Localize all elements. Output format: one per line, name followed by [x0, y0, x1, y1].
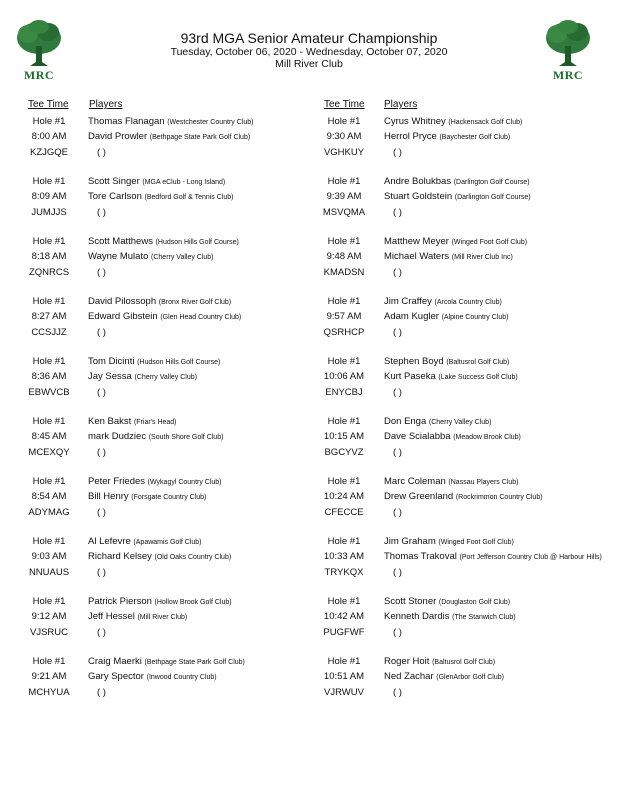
player-row — [384, 191, 531, 204]
group-code: MCHYUA — [28, 687, 70, 698]
tee-time: 9:48 AM — [326, 251, 362, 262]
player-row — [384, 176, 530, 189]
empty-slot: ( ) — [393, 627, 402, 638]
player-row — [88, 416, 177, 429]
player-name: Patrick Pierson — [88, 596, 152, 607]
player-name: Ned Zachar — [384, 671, 434, 682]
tee-time-header-left: Tee Time — [28, 99, 69, 110]
player-name: Don Enga — [384, 416, 427, 427]
hole-label: Hole #1 — [327, 356, 361, 367]
player-name: Matthew Meyer — [384, 236, 449, 247]
empty-slot: ( ) — [393, 147, 402, 158]
player-name: Scott Stoner — [384, 596, 437, 607]
hole-label: Hole #1 — [327, 656, 361, 667]
player-name: Kenneth Dardis — [384, 611, 450, 622]
pairing-group — [0, 416, 309, 466]
pairing-group — [309, 176, 618, 226]
player-name: Scott Singer — [88, 176, 140, 187]
hole-label: Hole #1 — [327, 236, 361, 247]
hole-label: Hole #1 — [327, 416, 361, 427]
pairing-group — [0, 236, 309, 286]
player-row — [384, 671, 504, 684]
empty-slot: ( ) — [393, 507, 402, 518]
player-name: Stephen Boyd — [384, 356, 444, 367]
group-code: ENYCBJ — [325, 387, 363, 398]
empty-slot: ( ) — [97, 387, 106, 398]
player-name: Peter Friedes — [88, 476, 146, 487]
player-row — [384, 251, 513, 264]
group-code: CFECCE — [324, 507, 364, 518]
logo-text: MRC — [552, 68, 584, 82]
pairing-group — [309, 596, 618, 646]
player-row — [384, 611, 516, 624]
player-row — [88, 131, 250, 144]
player-row — [384, 431, 521, 444]
empty-slot: ( ) — [97, 327, 106, 338]
player-club: (Westchester Country Club) — [167, 119, 254, 126]
player-row — [384, 371, 518, 384]
hole-label: Hole #1 — [327, 476, 361, 487]
player-row — [384, 236, 527, 249]
pairing-group — [309, 236, 618, 286]
player-club: (Bronx River Golf Club) — [158, 299, 232, 306]
player-row — [384, 296, 502, 309]
group-code: CCSJJZ — [31, 327, 67, 338]
player-row — [88, 551, 231, 564]
player-name: Scott Matthews — [88, 236, 153, 247]
player-name: Craig Maerki — [88, 656, 142, 667]
player-name: Roger Hoit — [384, 656, 430, 667]
player-row — [88, 656, 245, 669]
players-header-right: Players — [384, 99, 418, 110]
hole-label: Hole #1 — [32, 356, 66, 367]
tee-time: 8:18 AM — [31, 251, 67, 262]
player-club: (Cherry Valley Club) — [151, 254, 214, 261]
player-row — [384, 356, 509, 369]
player-name: Richard Kelsey — [88, 551, 152, 562]
tee-time: 8:54 AM — [31, 491, 67, 502]
player-club: (Hudson Hills Golf Course) — [155, 239, 239, 246]
pairing-group — [309, 356, 618, 406]
player-name: David Pilossoph — [88, 296, 157, 307]
group-code: QSRHCP — [323, 327, 365, 338]
player-name: Tore Carlson — [88, 191, 142, 202]
group-code: NNUAUS — [28, 567, 70, 578]
player-row — [88, 236, 239, 249]
player-row — [384, 311, 508, 324]
group-code: ZQNRCS — [28, 267, 70, 278]
player-row — [384, 476, 518, 489]
tee-time: 9:57 AM — [326, 311, 362, 322]
tee-time: 8:36 AM — [31, 371, 67, 382]
player-row — [88, 176, 225, 189]
event-venue: Mill River Club — [275, 58, 343, 70]
pairing-group — [0, 356, 309, 406]
tee-time: 10:24 AM — [323, 491, 365, 502]
empty-slot: ( ) — [97, 507, 106, 518]
empty-slot: ( ) — [97, 207, 106, 218]
player-name: Tom Dicinti — [88, 356, 135, 367]
group-code: VJSRUC — [29, 627, 68, 638]
player-club: (Darlington Golf Course) — [453, 179, 530, 186]
player-name: mark Dudziec — [88, 431, 147, 442]
pairing-group — [0, 176, 309, 226]
empty-slot: ( ) — [97, 687, 106, 698]
tee-time: 8:00 AM — [31, 131, 67, 142]
hole-label: Hole #1 — [327, 296, 361, 307]
hole-label: Hole #1 — [327, 596, 361, 607]
tee-time: 10:06 AM — [323, 371, 365, 382]
hole-label: Hole #1 — [327, 176, 361, 187]
player-name: Jim Craffey — [384, 296, 432, 307]
player-name: Cyrus Whitney — [384, 116, 446, 127]
page-title: 93rd MGA Senior Amateur Championship — [180, 30, 438, 46]
pairing-group — [309, 536, 618, 586]
player-name: Marc Coleman — [384, 476, 446, 487]
player-club: (Nassau Players Club) — [448, 479, 519, 486]
player-club: (Port Jefferson Country Club @ Harbour Hills) — [459, 554, 602, 561]
tee-time: 8:27 AM — [31, 311, 67, 322]
player-name: Andre Bolukbas — [384, 176, 452, 187]
player-club: (Bethpage State Park Golf Club) — [149, 134, 251, 141]
player-name: Drew Greenland — [384, 491, 454, 502]
empty-slot: ( ) — [97, 447, 106, 458]
player-name: Thomas Trakoval — [384, 551, 457, 562]
event-dates: Tuesday, October 06, 2020 - Wednesday, October 07, 2020 — [170, 46, 448, 58]
player-club: (Meadow Brook Club) — [453, 434, 521, 441]
hole-label: Hole #1 — [32, 476, 66, 487]
tee-time: 9:21 AM — [31, 671, 67, 682]
player-club: (Winged Foot Golf Club) — [438, 539, 514, 546]
tee-time: 8:09 AM — [31, 191, 67, 202]
pairing-group — [0, 656, 309, 706]
empty-slot: ( ) — [393, 387, 402, 398]
player-name: Thomas Flanagan — [88, 116, 165, 127]
player-club: (Glen Head Country Club) — [160, 314, 242, 321]
player-row — [88, 116, 253, 129]
group-code: EBWVCB — [28, 387, 70, 398]
empty-slot: ( ) — [97, 267, 106, 278]
player-club: (Hudson Hills Golf Course) — [137, 359, 221, 366]
player-club: (The Stanwich Club) — [452, 614, 516, 621]
hole-label: Hole #1 — [327, 116, 361, 127]
pairing-group — [0, 116, 309, 166]
tee-time: 9:39 AM — [326, 191, 362, 202]
player-row — [384, 536, 514, 549]
player-row — [384, 491, 543, 504]
empty-slot: ( ) — [393, 567, 402, 578]
group-code: KZJGQE — [29, 147, 68, 158]
group-code: VJRWUV — [324, 687, 364, 698]
player-name: Al Lefevre — [88, 536, 131, 547]
player-name: Michael Waters — [384, 251, 450, 262]
pairing-group — [309, 296, 618, 346]
player-name: David Prowler — [88, 131, 148, 142]
group-code: TRYKQX — [324, 567, 364, 578]
empty-slot: ( ) — [97, 627, 106, 638]
group-code: MCEXQY — [28, 447, 70, 458]
pairing-group — [309, 476, 618, 526]
pairing-group — [0, 536, 309, 586]
hole-label: Hole #1 — [327, 536, 361, 547]
player-club: (Cherry Valley Club) — [428, 419, 492, 426]
player-club: (Hackensack Golf Club) — [448, 119, 523, 126]
tee-time: 10:33 AM — [323, 551, 365, 562]
player-row — [88, 296, 231, 309]
player-club: (Baltusrol Golf Club) — [446, 359, 510, 366]
player-row — [88, 356, 220, 369]
player-name: Dave Scialabba — [384, 431, 451, 442]
player-name: Edward Gibstein — [88, 311, 158, 322]
player-club: (Hollow Brook Golf Club) — [154, 599, 232, 606]
group-code: BGCYVZ — [324, 447, 364, 458]
empty-slot: ( ) — [393, 687, 402, 698]
tee-time: 8:45 AM — [31, 431, 67, 442]
player-row — [384, 116, 522, 129]
tee-time-header-right: Tee Time — [324, 99, 365, 110]
hole-label: Hole #1 — [32, 536, 66, 547]
tee-time: 9:12 AM — [31, 611, 67, 622]
player-row — [384, 656, 495, 669]
hole-label: Hole #1 — [32, 596, 66, 607]
hole-label: Hole #1 — [32, 296, 66, 307]
player-club: (Alpine Country Club) — [441, 314, 509, 321]
hole-label: Hole #1 — [32, 116, 66, 127]
player-row — [384, 416, 491, 429]
player-club: (Mill River Club) — [137, 614, 188, 621]
player-name: Gary Spector — [88, 671, 144, 682]
tee-time: 9:03 AM — [31, 551, 67, 562]
player-club: (Winged Foot Golf Club) — [451, 239, 528, 246]
player-row — [88, 476, 222, 489]
player-club: (Friar's Head) — [133, 419, 177, 426]
empty-slot: ( ) — [393, 447, 402, 458]
player-club: (Baychester Golf Club) — [439, 134, 511, 141]
player-club: (Arcola Country Club) — [434, 299, 502, 306]
players-header-left: Players — [89, 99, 123, 110]
tee-time: 10:51 AM — [323, 671, 365, 682]
player-club: (Inwood Country Club) — [146, 674, 217, 681]
player-club: (Lake Success Golf Club) — [438, 374, 518, 381]
player-row — [88, 191, 233, 204]
player-row — [384, 131, 510, 144]
player-name: Jim Graham — [384, 536, 436, 547]
pairing-group — [309, 416, 618, 466]
player-row — [88, 371, 197, 384]
player-name: Jeff Hessel — [88, 611, 135, 622]
group-code: KMADSN — [323, 267, 365, 278]
player-club: (Mill River Club Inc) — [451, 254, 513, 261]
group-code: PUGFWF — [323, 627, 365, 638]
empty-slot: ( ) — [393, 267, 402, 278]
player-row — [88, 251, 214, 264]
player-club: (Apawamis Golf Club) — [133, 539, 202, 546]
player-row — [88, 596, 232, 609]
empty-slot: ( ) — [97, 147, 106, 158]
player-row — [384, 596, 510, 609]
logo-text: MRC — [23, 68, 55, 82]
group-code: ADYMAG — [28, 507, 70, 518]
pairing-group — [309, 656, 618, 706]
tee-time: 10:42 AM — [323, 611, 365, 622]
empty-slot: ( ) — [393, 327, 402, 338]
player-row — [88, 536, 202, 549]
player-name: Bill Henry — [88, 491, 129, 502]
player-club: (Wykagyl Country Club) — [147, 479, 222, 486]
player-row — [384, 551, 602, 564]
pairing-group — [309, 116, 618, 166]
hole-label: Hole #1 — [32, 416, 66, 427]
player-row — [88, 611, 187, 624]
player-club: (Bedford Golf & Tennis Club) — [144, 194, 234, 201]
player-name: Wayne Mulato — [88, 251, 149, 262]
tee-time: 10:15 AM — [323, 431, 365, 442]
pairing-group — [0, 296, 309, 346]
player-club: (Rockrimmon Country Club) — [455, 494, 543, 501]
player-name: Stuart Goldstein — [384, 191, 453, 202]
player-row — [88, 671, 217, 684]
player-row — [88, 491, 206, 504]
player-club: (South Shore Golf Club) — [148, 434, 224, 441]
pairing-group — [0, 476, 309, 526]
group-code: MSVQMA — [322, 207, 366, 218]
tee-time: 9:30 AM — [326, 131, 362, 142]
player-club: (Baltusrol Golf Club) — [432, 659, 496, 666]
player-club: (Old Oaks Country Club) — [154, 554, 232, 561]
empty-slot: ( ) — [393, 207, 402, 218]
player-name: Kurt Paseka — [384, 371, 436, 382]
pairing-group — [0, 596, 309, 646]
player-club: (Darlington Golf Course) — [454, 194, 531, 201]
player-club: (Forsgate Country Club) — [131, 494, 207, 501]
player-club: (GlenArbor Golf Club) — [436, 674, 504, 681]
player-name: Jay Sessa — [88, 371, 132, 382]
hole-label: Hole #1 — [32, 236, 66, 247]
player-club: (Bethpage State Park Golf Club) — [144, 659, 245, 666]
player-club: (Cherry Valley Club) — [134, 374, 197, 381]
document-header — [0, 30, 618, 70]
player-club: (MGA eClub - Long Island) — [142, 179, 226, 186]
group-code: JUMJJS — [31, 207, 67, 218]
hole-label: Hole #1 — [32, 656, 66, 667]
empty-slot: ( ) — [97, 567, 106, 578]
player-name: Ken Bakst — [88, 416, 132, 427]
player-row — [88, 431, 223, 444]
player-club: (Douglaston Golf Club) — [438, 599, 511, 606]
hole-label: Hole #1 — [32, 176, 66, 187]
player-name: Adam Kugler — [384, 311, 439, 322]
group-code: VGHKUY — [323, 147, 365, 158]
player-name: Herrol Pryce — [384, 131, 437, 142]
player-row — [88, 311, 241, 324]
